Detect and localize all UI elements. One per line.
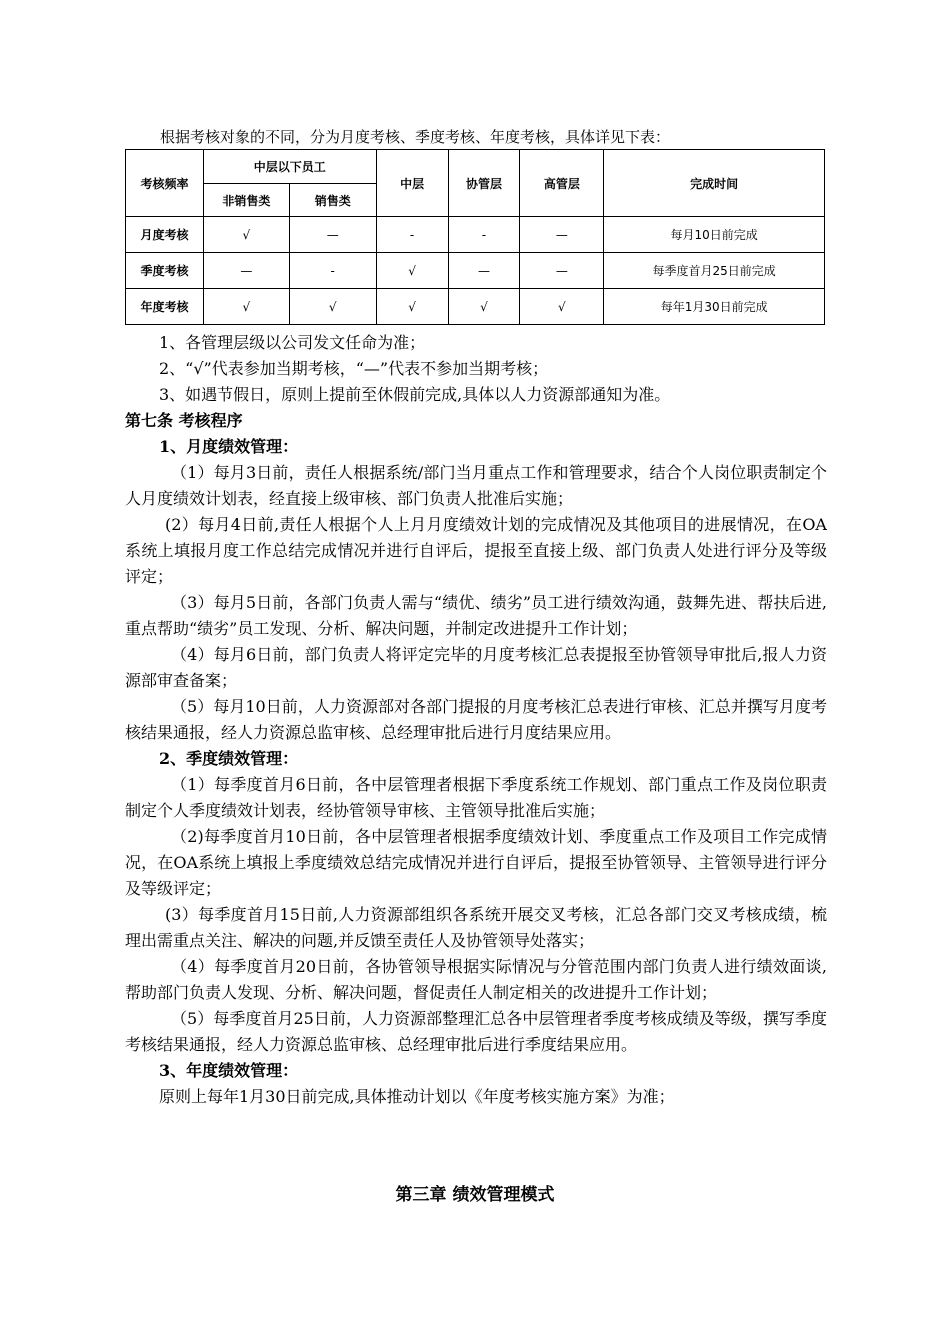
- quarterly-item-3: (3）每季度首月15日前,人力资源部组织各系统开展交叉考核，汇总各部门交叉考核成绩，梳理出需重点关注、解决的问题,并反馈至责任人及协管领导处落实；: [125, 905, 827, 950]
- cell-senior: —: [520, 253, 604, 289]
- cell-middle: -: [376, 217, 448, 253]
- chapter-3-heading: 第三章 绩效管理模式: [395, 1185, 555, 1205]
- annual-text: 原则上每年1月30日前完成,具体推动计划以《年度考核实施方案》为准；: [159, 1087, 675, 1106]
- quarterly-heading: 2、季度绩效管理：: [159, 749, 299, 768]
- header-middle: 中层: [376, 150, 448, 217]
- header-time: 完成时间: [604, 150, 825, 217]
- header-senior: 高管层: [520, 150, 604, 217]
- article-7-heading: 第七条 考核程序: [125, 411, 243, 430]
- row-frequency: 季度考核: [126, 253, 204, 289]
- cell-assist: √: [448, 289, 520, 325]
- monthly-item-1: （1）每月3日前，责任人根据系统/部门当月重点工作和管理要求，结合个人岗位职责制定个人月度绩效计划表，经直接上级审核、部门负责人批准后实施；: [125, 463, 827, 508]
- cell-assist: —: [448, 253, 520, 289]
- row-frequency: 月度考核: [126, 217, 204, 253]
- header-staff: 中层以下员工: [203, 150, 376, 184]
- header-assist: 协管层: [448, 150, 520, 217]
- cell-middle: √: [376, 289, 448, 325]
- cell-sales: √: [289, 289, 376, 325]
- cell-senior: —: [520, 217, 604, 253]
- cell-time: 每月10日前完成: [604, 217, 825, 253]
- table-row-monthly: [126, 217, 825, 253]
- table-row-quarterly: [126, 253, 825, 289]
- note-1: 1、各管理层级以公司发文任命为准；: [159, 333, 426, 352]
- annual-heading: 3、年度绩效管理：: [159, 1061, 299, 1080]
- table-intro: 根据考核对象的不同，分为月度考核、季度考核、年度考核，具体详见下表：: [160, 128, 671, 146]
- note-2: 2、“√”代表参加当期考核，“—”代表不参加当期考核；: [159, 359, 549, 378]
- monthly-item-2: (2）每月4日前,责任人根据个人上月月度绩效计划的完成情况及其他项目的进展情况，在OA系统上填报月度工作总结完成情况并进行自评后，提报至直接上级、部门负责人处进行评分及等级评定；: [125, 515, 827, 586]
- cell-senior: √: [520, 289, 604, 325]
- document-body: [125, 330, 827, 1110]
- row-frequency: 年度考核: [126, 289, 204, 325]
- monthly-item-3: （3）每月5日前，各部门负责人需与“绩优、绩劣”员工进行绩效沟通，鼓舞先进、帮扶后进,重点帮助“绩劣”员工发现、分析、解决问题，并制定改进提升工作计划；: [125, 593, 827, 638]
- header-sales: 销售类: [289, 184, 376, 217]
- cell-nonsales: √: [203, 289, 289, 325]
- cell-middle: √: [376, 253, 448, 289]
- quarterly-item-2: （2)每季度首月10日前，各中层管理者根据季度绩效计划、季度重点工作及项目工作完成情况，在OA系统上填报上季度绩效总结完成情况并进行自评后，提报至协管领导、主管领导进行评分及等级评定；: [125, 827, 827, 898]
- cell-time: 每年1月30日前完成: [604, 289, 825, 325]
- quarterly-item-5: （5）每季度首月25日前，人力资源部整理汇总各中层管理者季度考核成绩及等级，撰写季度考核结果通报，经人力资源总监审核、总经理审批后进行季度结果应用。: [125, 1009, 827, 1054]
- cell-sales: —: [289, 217, 376, 253]
- header-frequency: 考核频率: [126, 150, 204, 217]
- assessment-schedule-table: [125, 149, 825, 325]
- cell-nonsales: √: [203, 217, 289, 253]
- quarterly-item-4: （4）每季度首月20日前，各协管领导根据实际情况与分管范围内部门负责人进行绩效面谈,帮助部门负责人发现、分析、解决问题，督促责任人制定相关的改进提升工作计划；: [125, 957, 827, 1002]
- table-header-row: [126, 150, 825, 184]
- cell-time: 每季度首月25日前完成: [604, 253, 825, 289]
- cell-sales: -: [289, 253, 376, 289]
- note-3: 3、如遇节假日，原则上提前至休假前完成,具体以人力资源部通知为准。: [159, 385, 671, 404]
- cell-nonsales: —: [203, 253, 289, 289]
- header-nonsales: 非销售类: [203, 184, 289, 217]
- cell-assist: -: [448, 217, 520, 253]
- table-row-annual: [126, 289, 825, 325]
- monthly-heading: 1、月度绩效管理：: [159, 437, 299, 456]
- quarterly-item-1: （1）每季度首月6日前，各中层管理者根据下季度系统工作规划、部门重点工作及岗位职责制定个人季度绩效计划表，经协管领导审核、主管领导批准后实施；: [125, 775, 827, 820]
- monthly-item-5: （5）每月10日前，人力资源部对各部门提报的月度考核汇总表进行审核、汇总并撰写月度考核结果通报，经人力资源总监审核、总经理审批后进行月度结果应用。: [125, 697, 827, 742]
- monthly-item-4: （4）每月6日前，部门负责人将评定完毕的月度考核汇总表提报至协管领导审批后,报人力资源部审查备案；: [125, 645, 827, 690]
